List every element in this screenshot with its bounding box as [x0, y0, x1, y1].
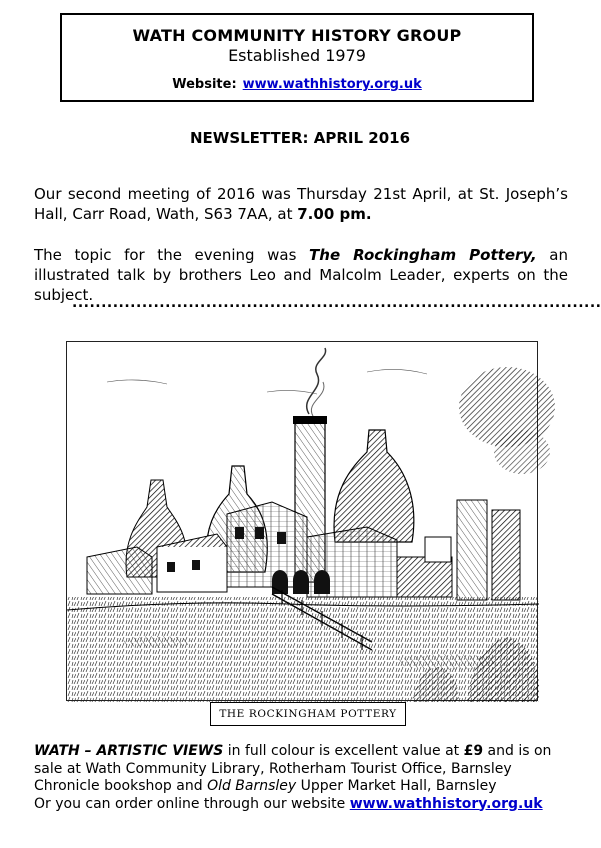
book-price: £9 [463, 743, 484, 759]
footer-text-2: and is on sale at Wath Community Library, Rotherham Tourist Office, Barnsley Chronicle bookshop and [34, 743, 552, 794]
pottery-illustration [66, 341, 538, 701]
established-year: Established 1979 [228, 46, 366, 65]
footer-text-4: Or you can order online through our website [34, 795, 350, 812]
footer-text-1: in full colour is excellent value at [223, 743, 464, 759]
meeting-time: 7.00 pm. [297, 205, 372, 223]
meeting-paragraph [34, 184, 568, 224]
footer-paragraph [34, 743, 574, 813]
newsletter-title: NEWSLETTER: APRIL 2016 [189, 129, 411, 147]
footer-text-3: Upper Market Hall, Barnsley [296, 778, 497, 794]
picture-caption: THE ROCKINGHAM POTTERY [210, 702, 406, 726]
website-line [62, 77, 532, 92]
header-box [60, 13, 534, 102]
website-link[interactable]: www.wathhistory.org.uk [242, 77, 422, 92]
book-title: WATH – ARTISTIC VIEWS [34, 743, 224, 759]
footer-website-link[interactable]: www.wathhistory.org.uk [349, 795, 543, 812]
org-name: WATH COMMUNITY HISTORY GROUP [132, 26, 462, 45]
website-label: Website: [172, 77, 237, 92]
pottery-sketch [67, 342, 539, 702]
topic-pre: The topic for the evening was [34, 246, 310, 264]
topic-post: an illustrated talk by brothers Leo and Malcolm Leader, experts on the subject. [34, 246, 568, 304]
dotted-divider: ........................................................................................... [72, 295, 601, 311]
old-barnsley: Old Barnsley [207, 778, 297, 794]
meeting-text: Our second meeting of 2016 was Thursday 21st April, at St. Joseph’s Hall, Carr Road, Wath, S63 7AA, at [34, 185, 568, 223]
topic-title: The Rockingham Pottery, [309, 246, 537, 264]
